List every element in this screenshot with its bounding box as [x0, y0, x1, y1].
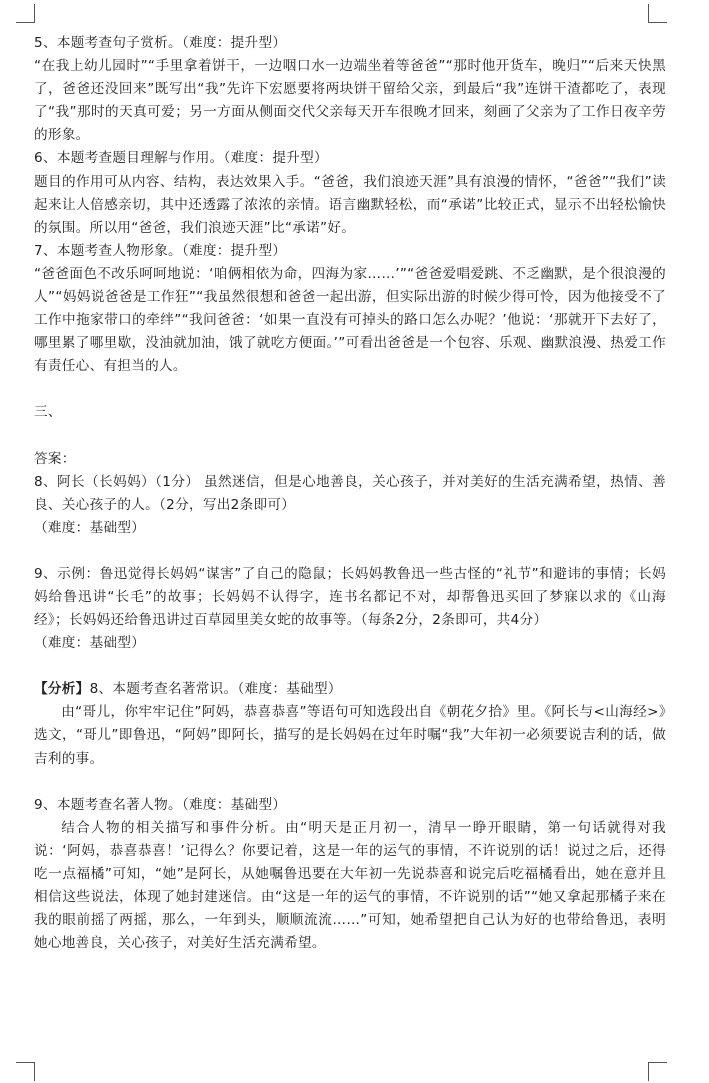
analysis-tag: 【分析】: [34, 681, 90, 698]
crop-mark-top-right: [648, 4, 667, 23]
answer-9-text: 9、示例：鲁迅觉得长妈妈“谋害”了自己的隐鼠；长妈妈教鲁迅一些古怪的“礼节”和避讳的事情；长妈妈给鲁迅讲“长毛”的故事；长妈妈不认得字，连书名都记不对，却帮鲁迅买回了梦寐以求的《山海经》；长妈妈还给鲁迅讲过百草园里美女蛇的故事等。（每条2分，2条即可，共4分）: [34, 565, 666, 629]
analysis-9-heading: 9、本题考查名著人物。（难度：基础型）: [34, 796, 287, 813]
section-three-heading: 三、: [34, 404, 62, 421]
q7-heading: 7、本题考查人物形象。（难度：提升型）: [34, 242, 287, 259]
answer-9-difficulty: （难度：基础型）: [34, 635, 146, 652]
crop-mark-bottom-left: [16, 1062, 35, 1081]
q6-body: 题目的作用可从内容、结构，表达效果入手。“爸爸，我们浪迹天涯”具有浪漫的情怀，“爸爸”“我们”读起来让人倍感亲切，其中还透露了浓浓的亲情。语言幽默轻松，而“承诺”比较正式，显示不出轻松愉快的氛围。所以用“爸爸，我们浪迹天涯”比“承诺”好。: [34, 173, 666, 236]
q5-heading: 5、本题考查句子赏析。（难度：提升型）: [34, 35, 287, 51]
crop-mark-top-left: [16, 4, 35, 23]
analysis-8-body: 由“哥儿，你牢牢记住”阿妈，恭喜恭喜”等语句可知选段出自《朝花夕拾》里。《阿长与<山海经>》选文，“哥儿”即鲁迅，“阿妈”即阿长，描写的是长妈妈在过年时嘱“我”大年初一必须要说吉利的话，做吉利的事。: [34, 704, 666, 767]
answer-8-text: 8、阿长（长妈妈）（1分） 虽然迷信，但是心地善良，关心孩子，并对美好的生活充满希望，热情、善良、关心孩子的人。（2分，写出2条即可）: [34, 473, 666, 513]
q6-heading: 6、本题考查题目理解与作用。（难度：提升型）: [34, 150, 328, 167]
q7-body: “爸爸面色不改乐呵呵地说：‘咱俩相依为命，四海为家……’”“爸爸爱唱爱跳、不乏幽默，是个很浪漫的人”“妈妈说爸爸是工作狂”“我虽然很想和爸爸一起出游，但实际出游的时候少得可怜，因为他接受不了工作中拖家带口的牵绊”“我问爸爸：‘如果一直没有可掉头的路口怎么办呢？’他说：‘那就开下去好了，哪里累了哪里歇，没油就加油，饿了就吃方便面。’”可看出爸爸是一个包容、乐观、幽默浪漫、热爱工作有责任心、有担当的人。: [34, 265, 666, 375]
analysis-9-body: 结合人物的相关描写和事件分析。由“明天是正月初一，清早一睁开眼睛，第一句话就得对我说：‘阿妈，恭喜恭喜！’记得么？你要记着，这是一年的运气的事情，不许说别的话！说过之后，还得吃一点福橘”可知，“她”是阿长，从她嘱鲁迅要在大年初一先说恭喜和说完后吃福橘看出，她在意并且相信这些说法，体现了她封建迷信。由“这是一年的运气的事情，不许说别的话”“她又拿起那橘子来在我的眼前摇了两摇，那么，一年到头，顺顺流流……”可知，她希望把自己认为好的也带给鲁迅，表明她心地善良，关心孩子，对美好生活充满希望。: [34, 819, 666, 952]
q5-body: “在我上幼儿园时”“手里拿着饼干，一边咽口水一边端坐着等爸爸”“那时他开货车，晚归”“后来天快黑了，爸爸还没回来”既写出“我”先许下宏愿要将两块饼干留给父亲，到最后“我”连饼干渣都吃了，表现了“我”那时的天真可爱；另一方面从侧面交代父亲每天开车很晚才回来，刻画了父亲为了工作日夜辛劳的形象。: [34, 58, 666, 144]
analysis-8-heading-text: 8、本题考查名著常识。（难度：基础型）: [89, 681, 342, 698]
document-page: [34, 32, 666, 955]
crop-mark-bottom-right: [648, 1062, 667, 1081]
answer-8-difficulty: （难度：基础型）: [34, 519, 146, 536]
analysis-8-heading: [34, 678, 666, 701]
answer-label: 答案：: [34, 450, 76, 467]
